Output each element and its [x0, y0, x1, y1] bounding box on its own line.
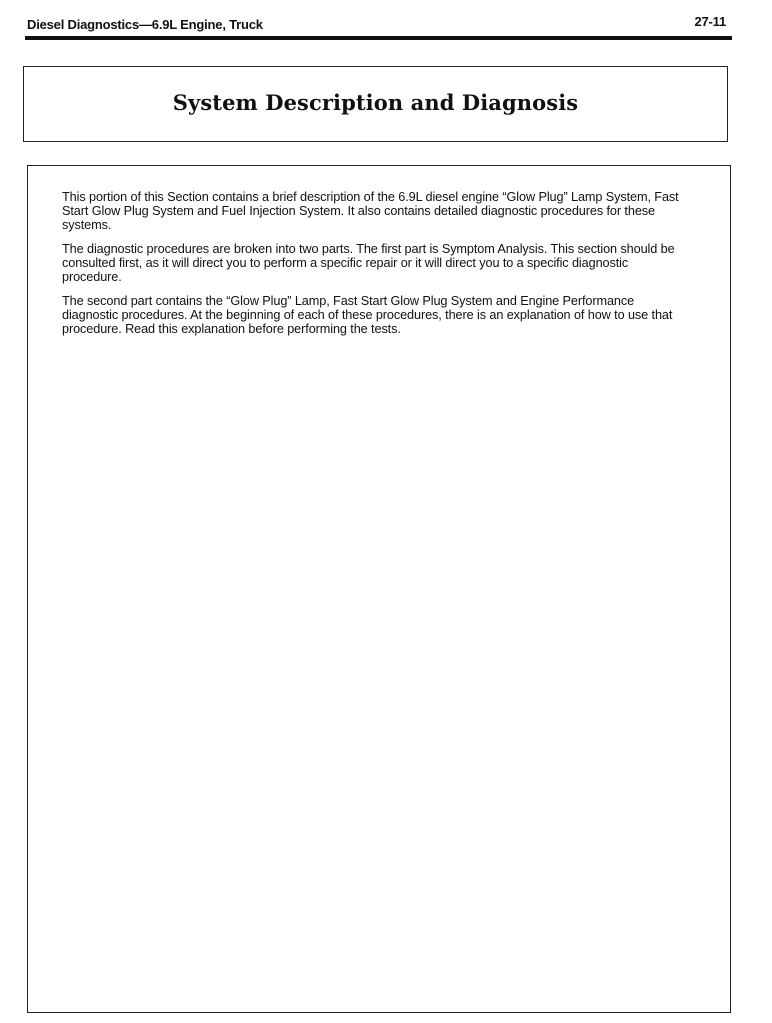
paragraph-procedure-parts: The diagnostic procedures are broken into two parts. The first part is Symptom Analysis. This section should be consulted first, as it will direct you to perform a specific repair or it will direct you to a specific diagnostic procedure.: [62, 242, 675, 284]
page-number: 27-11: [694, 14, 726, 29]
paragraph-second-part: The second part contains the “Glow Plug” Lamp, Fast Start Glow Plug System and Engine Performance diagnostic procedures. At the beginning of each of these procedures, there is an explanation of how to use that procedure. Read this explanation before performing the tests.: [62, 294, 673, 336]
header-rule: [25, 36, 732, 40]
running-title: Diesel Diagnostics—6.9L Engine, Truck: [27, 17, 263, 32]
section-title-box: [23, 66, 728, 142]
running-header: [27, 14, 730, 34]
section-title: System Description and Diagnosis: [172, 89, 579, 115]
body-text: [62, 190, 682, 346]
paragraph-intro: This portion of this Section contains a brief description of the 6.9L diesel engine “Glow Plug” Lamp System, Fast Start Glow Plug System and Fuel Injection System. It also contains detailed diagnostic procedures for these systems.: [62, 190, 679, 232]
content-box: [27, 165, 731, 1013]
